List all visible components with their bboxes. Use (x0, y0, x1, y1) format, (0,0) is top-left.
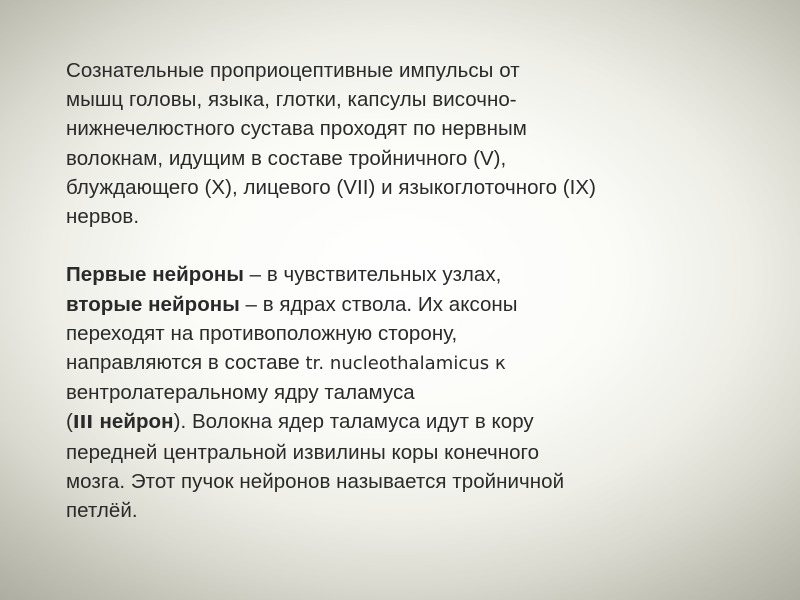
text-fragment: направляются в составе (66, 351, 306, 375)
text-line: блуждающего (X), лицевого (VII) и языкоглоточного (IX) (66, 175, 597, 199)
text-line: мозга. Этот пучок нейронов называется тройничной (66, 469, 565, 493)
paragraph-neuron-pathway (66, 260, 756, 525)
text-fragment: ). Волокна ядер таламуса идут в кору (173, 410, 534, 434)
text-fragment: – в чувствительных узлах, (243, 263, 502, 287)
text-line: волокнам, идущим в составе тройничного (V), (66, 146, 507, 170)
text-line (66, 290, 756, 319)
roman-numeral-three: III (72, 412, 100, 434)
tract-latin-term: tr. nucleothalamicus к (305, 353, 506, 375)
paragraph-proprioceptive-impulses (66, 56, 756, 231)
second-neurons-term: вторые нейроны (66, 292, 240, 316)
text-line: вентролатеральному ядру таламуса (66, 381, 415, 405)
first-neurons-term: Первые нейроны (66, 263, 244, 287)
text-line: Сознательные проприоцептивные импульсы от (66, 59, 520, 82)
text-line (66, 260, 756, 289)
text-line: передней центральной извилины коры конечного (66, 440, 540, 464)
text-line: петлёй. (66, 499, 138, 523)
text-line: нервов. (66, 205, 140, 229)
text-line (66, 407, 756, 437)
text-line: мышц головы, языка, глотки, капсулы височно- (66, 88, 517, 112)
text-fragment: – в ядрах ствола. Их аксоны (239, 292, 518, 316)
text-line: нижнечелюстного сустава проходят по нервным (66, 117, 527, 141)
third-neuron-term: нейрон (99, 410, 174, 434)
text-line (66, 348, 756, 378)
paragraph-spacer (66, 231, 756, 260)
text-fragment: ( (66, 410, 73, 434)
text-line: переходят на противоположную сторону, (66, 321, 458, 345)
slide-text (66, 56, 756, 525)
